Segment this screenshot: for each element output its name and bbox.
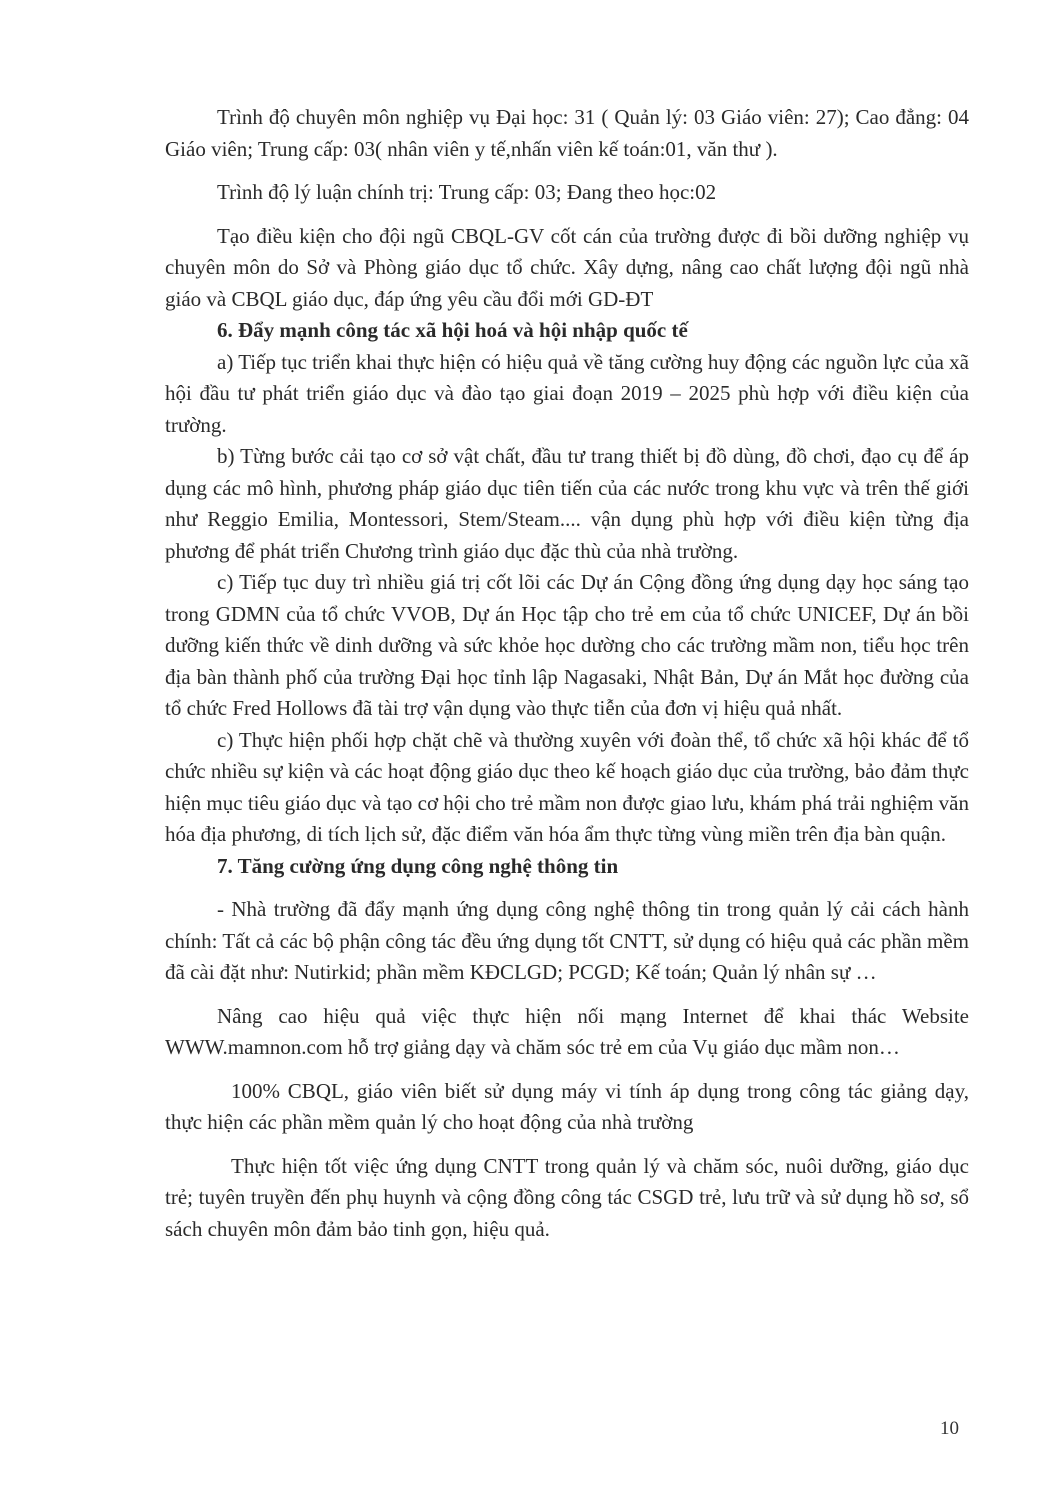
paragraph-political-theory: Trình độ lý luận chính trị: Trung cấp: 03; Đang theo học:02 <box>217 180 717 204</box>
paragraph-6a: a) Tiếp tục triển khai thực hiện có hiệu quả về tăng cường huy động các nguồn lực của xã hội đầu tư phát triển giáo dục và đào tạo giai đoạn 2019 – 2025 phù hợp với điều kiện của trường. <box>165 349 969 437</box>
paragraph-training-conditions: Tạo điều kiện cho đội ngũ CBQL-GV cốt cán của trường được đi bồi dưỡng nghiệp vụ chuyên môn do Sở và Phòng giáo dục tổ chức. Xây dựng, nâng cao chất lượng đội ngũ nhà giáo và CBQL giáo dục, đáp ứng yêu cầu đổi mới GD-ĐT <box>165 223 969 311</box>
section-heading-7: 7. Tăng cường ứng dụng công nghệ thông tin <box>217 853 619 878</box>
document-body <box>165 102 969 1245</box>
paragraph-staff-qualification: Trình độ chuyên môn nghiệp vụ Đại học: 31 ( Quản lý: 03 Giáo viên: 27); Cao đẳng: 04 Giáo viên; Trung cấp: 03( nhân viên y tế,nhấn viên kế toán:01, văn thư ). <box>165 105 969 161</box>
section-heading-6: 6. Đẩy mạnh công tác xã hội hoá và hội nhập quốc tế <box>217 318 688 342</box>
paragraph-7-it-admin: - Nhà trường đã đẩy mạnh ứng dụng công nghệ thông tin trong quản lý cải cách hành chính: Tất cả các bộ phận công tác đều ứng dụng tốt CNTT, sử dụng có hiệu quả các phần mềm đã cài đặt như: Nutirkid; phần mềm KĐCLGD; PCGD; Kế toán; Quản lý nhân sự … <box>165 897 969 984</box>
paragraph-7-computer-use: 100% CBQL, giáo viên biết sử dụng máy vi tính áp dụng trong công tác giảng dạy, thực hiện các phần mềm quản lý cho hoạt động của nhà trường <box>165 1078 969 1134</box>
paragraph-7-it-application: Thực hiện tốt việc ứng dụng CNTT trong quản lý và chăm sóc, nuôi dưỡng, giáo dục trẻ; tuyên truyền đến phụ huynh và cộng đồng công tác CSGD trẻ, lưu trữ và sử dụng hồ sơ, sổ sách chuyên môn đảm bảo tinh gọn, hiệu quả. <box>165 1153 969 1241</box>
page-number: 10 <box>940 1418 959 1439</box>
paragraph-6b: b) Từng bước cải tạo cơ sở vật chất, đầu tư trang thiết bị đồ dùng, đồ chơi, đạo cụ để áp dụng các mô hình, phương pháp giáo dục tiên tiến của các nước trong khu vực và trên thế giới như Reggio Emilia, Montessori, Stem/Steam.... vận dụng phù hợp với điều kiện từng địa phương để phát triển Chương trình giáo dục đặc thù của nhà trường. <box>165 444 969 563</box>
paragraph-6c: c) Tiếp tục duy trì nhiều giá trị cốt lõi các Dự án Cộng đồng ứng dụng dạy học sáng tạo trong GDMN của tổ chức VVOB, Dự án Học tập cho trẻ em của tổ chức UNICEF, Dự án bồi dưỡng kiến thức về dinh dưỡng và sức khỏe học dường cho các trường mầm non, tiểu học trên địa bàn thành phố của trường Đại học tỉnh lập Nagasaki, Nhật Bản, Dự án Mắt học đường của tổ chức Fred Hollows đã tài trợ vận dụng vào thực tiễn của đơn vị hiệu quả nhất. <box>165 570 969 720</box>
paragraph-7-internet: Nâng cao hiệu quả việc thực hiện nối mạng Internet để khai thác Website WWW.mamnon.com hỗ trợ giảng dạy và chăm sóc trẻ em của Vụ giáo dục mầm non… <box>165 1003 969 1059</box>
paragraph-6c-second: c) Thực hiện phối hợp chặt chẽ và thường xuyên với đoàn thể, tổ chức xã hội khác để tổ chức nhiều sự kiện và các hoạt động giáo dục theo kế hoạch giáo dục của trường, bảo đảm thực hiện mục tiêu giáo dục và tạo cơ hội cho trẻ mầm non được giao lưu, khám phá trải nghiệm văn hóa địa phương, di tích lịch sử, đặc điểm văn hóa ẩm thực từng vùng miền trên địa bàn quận. <box>165 727 969 846</box>
